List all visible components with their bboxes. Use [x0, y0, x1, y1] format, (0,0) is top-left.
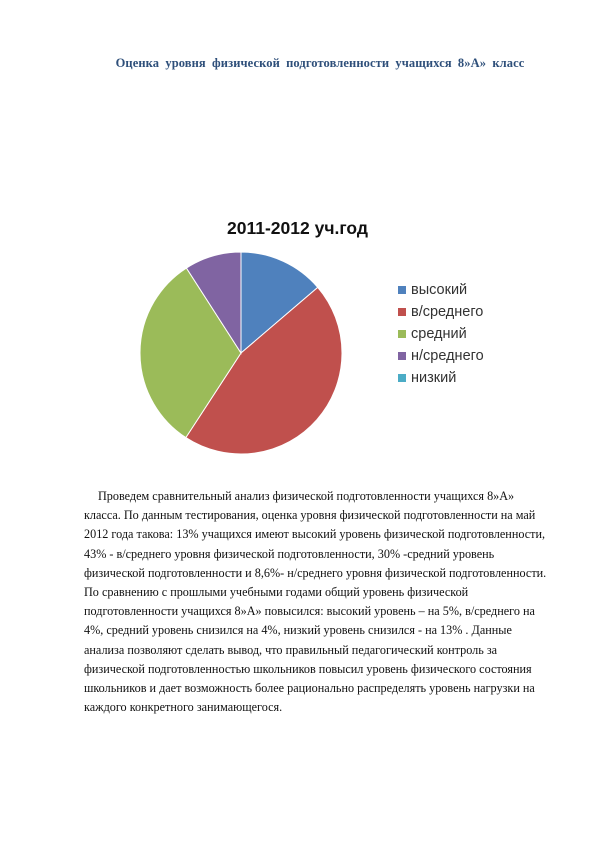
legend-item-above-average [398, 301, 484, 323]
legend-label-below-average: н/среднего [411, 348, 484, 364]
analysis-text [84, 487, 554, 717]
legend-swatch-average [398, 330, 406, 338]
legend-item-below-average [398, 345, 484, 367]
legend-label-above-average: в/среднего [411, 304, 484, 320]
legend-item-average [398, 323, 484, 345]
chart-title: 2011-2012 уч.год [227, 218, 368, 238]
legend-label-high: высокий [411, 282, 468, 298]
legend-swatch-above-average [398, 308, 406, 316]
page-title: Оценка уровня физической подготовленности учащихся 8»А» класс [115, 56, 525, 70]
legend-swatch-high [398, 286, 406, 294]
analysis-paragraph: Проведем сравнительный анализ физической подготовленности учащихся 8»А» класса. По данным тестирования, оценка уровня физической подготовленности на май 2012 года такова: 13% учащихся имеют высокий уровень физической подготовленности, 43% - в/среднего уровня физической подготовленности, 30% -средний уровень физической подготовленности и 8,6%- н/среднего уровня физической подготовленности. По сравнению с прошлыми учебными годами общий уровень физической подготовленности учащихся 8»А» повысился: высокий уровень – на 5%, в/среднего на 4%, средний уровень снизился на 4%, низкий уровень снизился - на 13% . Данные анализа позволяют сделать вывод, что правильный педагогический контроль за физической подготовленностью школьников повысил уровень физического состояния школьников и дает возможность более рационально распределять уровень нагрузки на каждого конкретного занимающегося. [84, 489, 547, 715]
chart-legend [398, 279, 484, 389]
legend-swatch-below-average [398, 352, 406, 360]
legend-item-low [398, 367, 484, 389]
legend-label-average: средний [411, 326, 467, 342]
legend-swatch-low [398, 374, 406, 382]
legend-item-high [398, 279, 484, 301]
legend-label-low: низкий [411, 370, 457, 386]
